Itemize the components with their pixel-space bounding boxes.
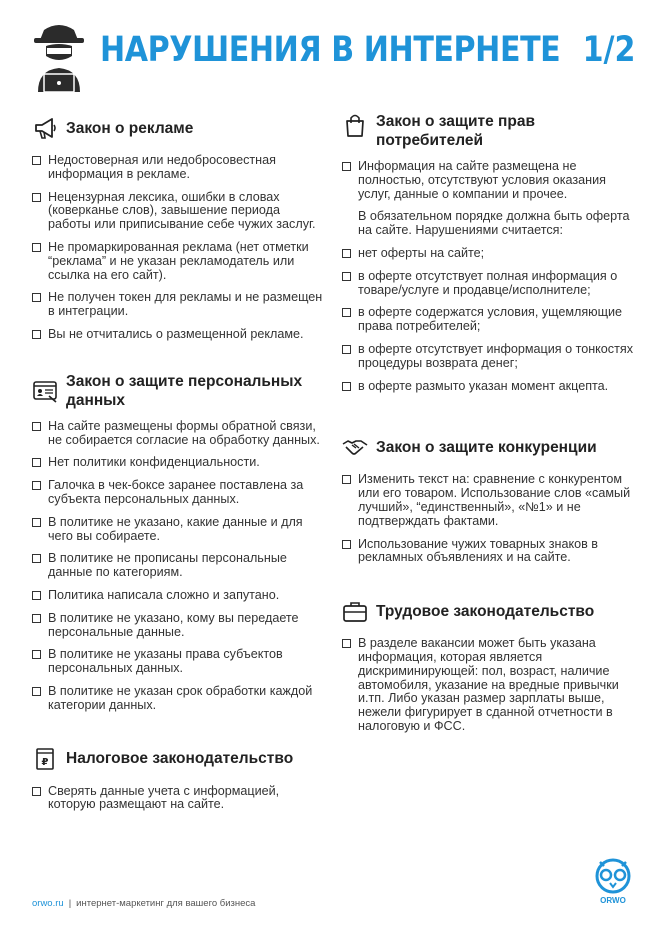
list-item: В политике не прописаны персональные данные по категориям. <box>32 552 324 580</box>
list-item: Информация на сайте размещена не полностью, отсутствуют условия оказания услуг, данные о компании и прочее. <box>342 160 642 201</box>
section-title: Налоговое законодательство <box>66 750 294 768</box>
megaphone-icon <box>32 115 58 141</box>
checkbox[interactable] <box>342 249 351 258</box>
list-item: Не промаркированная реклама (нет отметки “реклама” и не указан рекламодатель или ссылка на его сайт). <box>32 241 324 282</box>
checkbox[interactable] <box>342 345 351 354</box>
checkbox[interactable] <box>32 787 41 796</box>
list-item: в оферте содержатся условия, ущемляющие права потребителей; <box>342 306 642 334</box>
checkbox[interactable] <box>32 650 41 659</box>
list-item: Нецензурная лексика, ошибки в словах (коверканье слов), завышение периода работы или приписывание себе чужих заслуг. <box>32 191 324 232</box>
page-title: НАРУШЕНИЯ В ИНТЕРНЕТЕ <box>100 30 561 70</box>
shopping-bag-icon <box>342 112 368 138</box>
section-title: Закон о защите персональных данных <box>66 372 303 409</box>
offer-note: В обязательном порядке должна быть оферта на сайте. Нарушениями считается: <box>358 209 630 238</box>
list-item: Использование чужих товарных знаков в рекламных объявлениях и на сайте. <box>342 538 642 566</box>
orwo-logo <box>590 858 636 914</box>
list-item: в оферте отсутствует информация о тонкостях процедуры возврата денег; <box>342 343 642 371</box>
right-column <box>342 112 642 743</box>
page-number: 1/2 <box>582 30 635 70</box>
section-consumer <box>342 112 642 393</box>
list-item: в оферте размыто указан момент акцепта. <box>342 380 642 394</box>
list-item: В разделе вакансии может быть указана информация, которая является дискриминирующей: пол, возраст, наличие автомобиля, указание на вредные привычки и.тп. Либо указан размер зарплаты выше, нежели фигурирует в сданной отчетности в налоговую и ФСС. <box>342 637 642 734</box>
checkbox[interactable] <box>342 639 351 648</box>
owl-logo-icon <box>590 858 636 898</box>
footer-separator: | <box>68 898 72 909</box>
checkbox[interactable] <box>342 382 351 391</box>
list-item: нет оферты на сайте; <box>342 247 642 261</box>
footer-link[interactable]: orwo.ru <box>32 898 64 909</box>
logo-text: ORWO <box>600 896 626 905</box>
checkbox[interactable] <box>32 422 41 431</box>
footer <box>32 898 255 909</box>
list-item: Недостоверная или недобросовестная информация в рекламе. <box>32 154 324 182</box>
checkbox[interactable] <box>32 614 41 623</box>
checkbox[interactable] <box>32 458 41 467</box>
list-item: Изменить текст на: сравнение с конкурентом или его товаром. Использование слов «самый лучший», “единственный», «№1» и не подтверждать фактами. <box>342 473 642 528</box>
checkbox[interactable] <box>32 193 41 202</box>
list-item: В политике не указаны права субъектов персональных данных. <box>32 648 324 676</box>
section-competition <box>342 431 642 565</box>
hacker-icon <box>30 18 88 94</box>
handshake-icon <box>342 434 368 460</box>
list-item: На сайте размещены формы обратной связи, не собирается согласие на обработку данных. <box>32 420 324 448</box>
id-card-icon <box>32 378 58 404</box>
list-item: Политика написала сложно и запутано. <box>32 589 324 603</box>
section-labor <box>342 595 642 734</box>
checkbox[interactable] <box>32 591 41 600</box>
list-item: Нет политики конфиденциальности. <box>32 456 324 470</box>
checkbox[interactable] <box>342 162 351 171</box>
section-personal-data <box>32 372 324 713</box>
checkbox[interactable] <box>32 481 41 490</box>
section-title: Трудовое законодательство <box>376 602 595 620</box>
svg-text:₽: ₽ <box>41 756 49 768</box>
checkbox[interactable] <box>342 540 351 549</box>
checkbox[interactable] <box>342 475 351 484</box>
list-item: Не получен токен для рекламы и не размещен в интеграции. <box>32 291 324 319</box>
checkbox[interactable] <box>32 687 41 696</box>
section-advertising <box>32 112 324 342</box>
list-item: В политике не указано, какие данные и для чего вы собираете. <box>32 516 324 544</box>
checkbox[interactable] <box>32 243 41 252</box>
footer-tagline: интернет-маркетинг для вашего бизнеса <box>76 898 256 909</box>
list-item: Вы не отчитались о размещенной рекламе. <box>32 328 324 342</box>
briefcase-icon <box>342 598 368 624</box>
section-title: Закон о защите прав потребителей <box>376 113 536 149</box>
list-item: в оферте отсутствует полная информация о товаре/услуге и продавце/исполнителе; <box>342 270 642 298</box>
list-item: В политике не указано, кому вы передаете персональные данные. <box>32 612 324 640</box>
list-item: Сверять данные учета с информацией, которую размещают на сайте. <box>32 785 324 813</box>
section-title: Закон о защите конкуренции <box>376 438 597 456</box>
list-item: В политике не указан срок обработки каждой категории данных. <box>32 685 324 713</box>
section-tax <box>32 743 324 813</box>
checkbox[interactable] <box>342 308 351 317</box>
left-column <box>32 112 324 821</box>
tax-document-icon <box>32 746 58 772</box>
checkbox[interactable] <box>32 293 41 302</box>
checkbox[interactable] <box>342 272 351 281</box>
checkbox[interactable] <box>32 554 41 563</box>
checkbox[interactable] <box>32 518 41 527</box>
section-title: Закон о рекламе <box>66 119 194 137</box>
checkbox[interactable] <box>32 156 41 165</box>
list-item: Галочка в чек-боксе заранее поставлена за субъекта персональных данных. <box>32 479 324 507</box>
checkbox[interactable] <box>32 330 41 339</box>
